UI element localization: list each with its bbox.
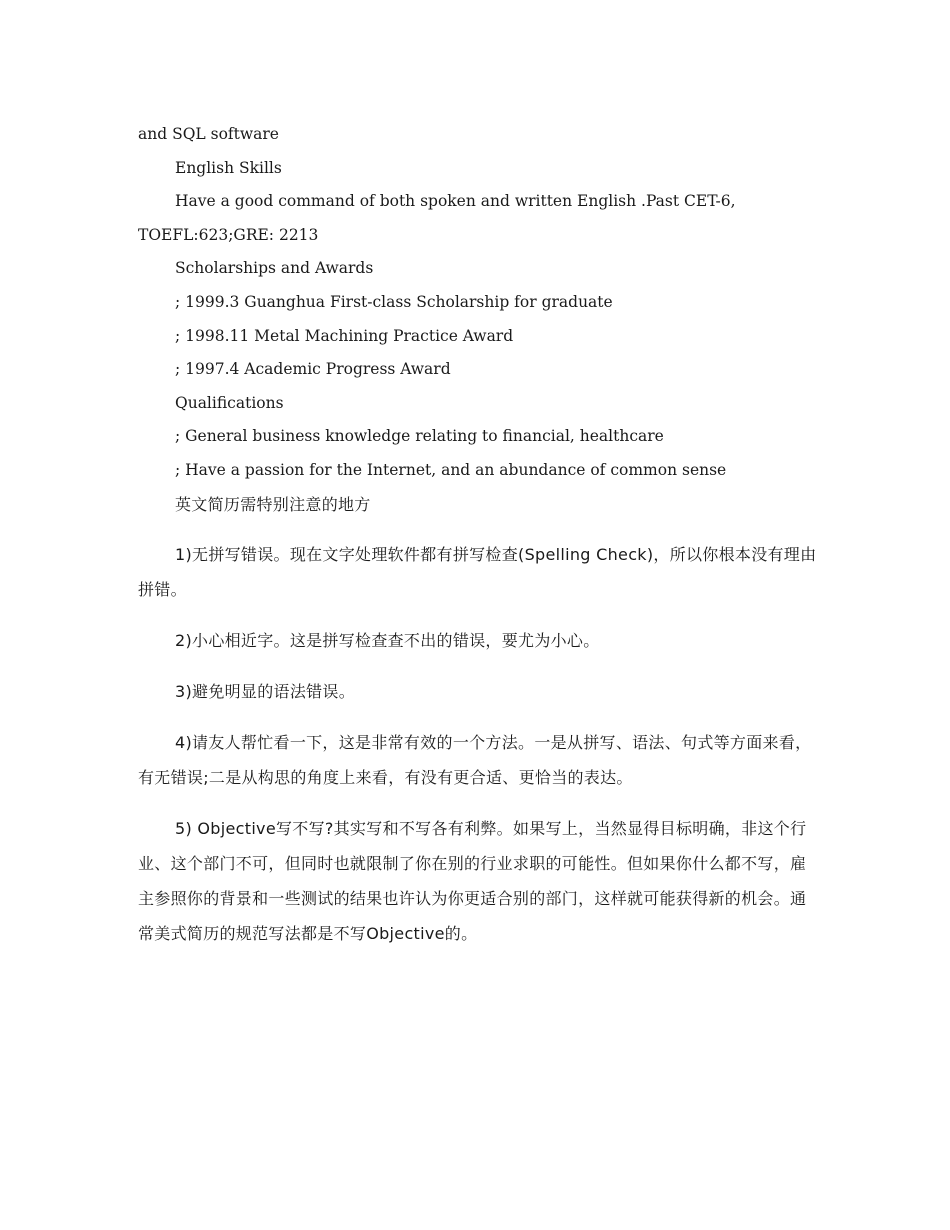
document-body	[138, 118, 818, 967]
text-line-test-scores: TOEFL:623;GRE: 2213	[138, 225, 319, 244]
tip-paragraph: 2)小心相近字。这是拼写检查查不出的错误，要尤为小心。	[175, 631, 600, 651]
list-item-award: ; 1998.11 Metal Machining Practice Award	[175, 326, 514, 345]
list-item-award: ; 1999.3 Guanghua First-class Scholarship for graduate	[175, 292, 613, 311]
list-item-qualification: ; General business knowledge relating to financial, healthcare	[175, 427, 664, 446]
heading-resume-tips: 英文简历需特别注意的地方	[175, 494, 371, 514]
tip-paragraph: 3)避免明显的语法错误。	[175, 682, 356, 702]
list-item-award: ; 1997.4 Academic Progress Award	[175, 360, 451, 379]
heading-english-skills: English Skills	[175, 158, 282, 177]
tip-paragraph: 5) Objective写不写?其实写和不写各有利弊。如果写上，当然显得目标明确，非这个行业、这个部门不可，但同时也就限制了你在别的行业求职的可能性。但如果你什么都不写，雇主参照你的背景和一些测试的结果也许认为你更适合别的部门，这样就可能获得新的机会。通常美式简历的规范写法都是不写Objective的。	[138, 819, 807, 944]
tip-paragraph: 1)无拼写错误。现在文字处理软件都有拼写检查(Spelling Check)，所以你根本没有理由拼错。	[138, 545, 817, 600]
tip-paragraph: 4)请友人帮忙看一下，这是非常有效的一个方法。一是从拼写、语法、句式等方面来看，有无错误;二是从构思的角度上来看，有没有更合适、更恰当的表达。	[138, 733, 812, 788]
heading-qualifications: Qualifications	[175, 393, 284, 412]
text-line-sql-software: and SQL software	[138, 125, 279, 143]
list-item-qualification: ; Have a passion for the Internet, and an abundance of common sense	[175, 460, 727, 479]
heading-scholarships-awards: Scholarships and Awards	[175, 259, 374, 278]
text-line-english-command: Have a good command of both spoken and written English .Past CET-6,	[175, 192, 736, 211]
